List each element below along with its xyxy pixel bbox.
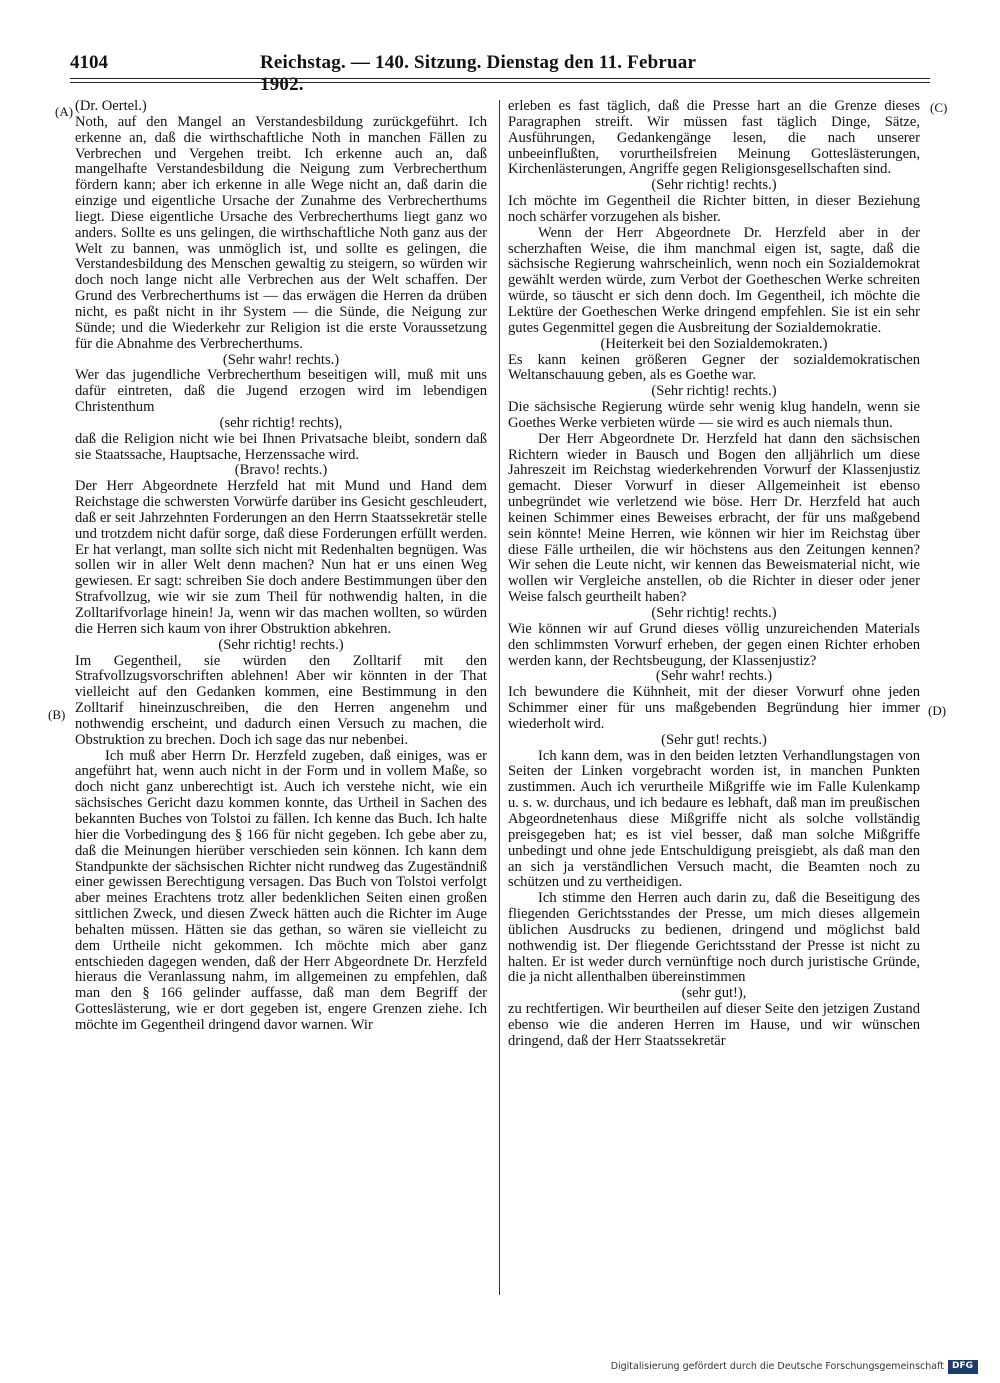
interjection: (Sehr richtig! rechts.) xyxy=(651,605,777,621)
running-title: Reichstag. — 140. Sitzung. Dienstag den 11. Februar 1902. xyxy=(260,52,696,95)
paragraph: daß die Religion nicht wie bei Ihnen Privatsache bleibt, sondern daß sie Staatssache, Hauptsache, Herzenssache wird. xyxy=(75,430,487,463)
header-rule-double xyxy=(70,82,930,83)
right-column xyxy=(508,99,920,1050)
dfg-logo-text: DFG xyxy=(952,1361,974,1371)
interjection: (Sehr wahr! rechts.) xyxy=(222,351,340,368)
column-divider xyxy=(499,100,500,1295)
paragraph: Wie können wir auf Grund dieses völlig unzureichenden Materials den schlimmsten Vorwurf erheben, der gegen einen Richter erhoben werden kann, der Rechtsbeugung, der Klassenjustiz? xyxy=(508,620,920,669)
paragraph: Im Gegentheil, sie würden den Zolltarif mit den Strafvollzugsvorschriften ablehnen! Aber wir könnten in der That vielleicht auf den Gedanken kommen, eine Bestimmung in den Zolltarif hineinzuschreiben, die den Herren angenehm und nothwendig erscheint, und dadurch einen Versuch zu machen, die Obstruktion zu brechen. Doch ich sage das nur nebenbei. xyxy=(75,652,487,748)
paragraph: Der Herr Abgeordnete Herzfeld hat mit Mund und Hand dem Reichstage die schwersten Vorwürfe darüber ins Gesicht geschleudert, daß er seit Jahrzehnten Forderungen an den Herrn Staatssekretär stelle und trotzdem nicht dafür sorge, daß diese Forderungen erfüllt werden. Er hat verlangt, man sollte sich nicht mit Redenhalten begnügen. Was sollen wir in aller Welt denn machen? Nun hat er uns einen Weg gewiesen. Er sagt: schreiben Sie doch andere Bestimmungen über den Strafvollzug, wie wir sie zum Theil für nothwendig halten, in die Zolltarifvorlage hinein! Ja, wenn wir das machen wollten, so würden die Herren sich kaum von ihrer Obstruktion abkehren. xyxy=(75,478,487,637)
paragraph: Wenn der Herr Abgeordnete Dr. Herzfeld aber in der scherzhaften Weise, die ihm manchmal eigen ist, sagte, daß die sächsische Regierung wahrscheinlich, wenn noch ein Sozialdemokrat gewählt werden würde, zum Verbot der Goetheschen Werke schreiten würde, so täuscht er sich denn doch. Im Gegentheil, ich möchte die Lektüre der Goetheschen Werke dringend empfehlen. Sie ist ein sehr gutes Gegenmittel gegen die Ausbreitung der Sozialdemokratie. xyxy=(508,224,920,336)
interjection: (sehr richtig! rechts), xyxy=(219,414,343,431)
paragraph: Ich muß aber Herrn Dr. Herzfeld zugeben, daß einiges, was er angeführt hat, wenn auch nicht in der Form und in vollem Maße, so doch nicht ganz unberechtigt ist. Auch ich verstehe nicht, wie ein sächsisches Gericht dazu kommen konnte, das Urtheil in Sachen des bekannten Buches von Tolstoi zu fällen. Ich kenne das Buch. Ich halte hier die Vorbedingung des § 166 für nicht gegeben. Ich gebe aber zu, daß die Meinungen hierüber verschieden sein können. Ich kann dem Standpunkte der sächsischen Richter nicht rundweg das Zugeständniß einer gewissen Berechtigung versagen. Das Buch von Tolstoi verfolgt aber meines Erachtens trotz aller bedenklichen Seiten einen großen sittlichen Zweck, und diesen Zweck hätten auch die Richter im Auge behalten müssen. Hätten sie das gethan, so wären sie vielleicht zu dem Urtheile nicht gekommen. Ich möchte mich aber ganz entschieden dagegen wenden, daß der Herr Abgeordnete Dr. Herzfeld hieraus die Veranlassung nahm, im allgemeinen zu empfehlen, daß man den § 166 gelinder auffasse, daß man dem Begriff der Gotteslästerung, wie er dort gegeben ist, engere Grenzen ziehe. Ich möchte im Gegentheil dringend davor warnen. Wir xyxy=(75,747,487,1033)
interjection: (Bravo! rechts.) xyxy=(234,462,328,479)
header-rule xyxy=(70,78,930,79)
interjection: (Sehr richtig! rechts.) xyxy=(651,177,777,194)
paragraph: Ich stimme den Herren auch darin zu, daß die Beseitigung des fliegenden Gerichtsstandes der Presse, um mich dieses allgemein üblichen Ausdrucks zu bedienen, dringend und möglichst bald nothwendig ist. Der fliegende Gerichtsstand der Presse ist nicht zu halten. Er ist weder durch vernünftige noch durch juristische Gründe, die ja nicht allenthalben übereinstimmen xyxy=(508,890,920,986)
paragraph: zu rechtfertigen. Wir beurtheilen auf dieser Seite den jetzigen Zustand ebenso wie die anderen Herren im Hause, und wir wünschen dringend, daß der Herr Staatssekretär xyxy=(508,1001,920,1049)
interjection: (Sehr gut! rechts.) xyxy=(661,731,767,748)
margin-marker-b: (B) xyxy=(48,707,66,722)
paragraph: erleben es fast täglich, daß die Presse hart an die Grenze dieses Paragraphen streift. Wir müssen fast täglich Dinge, Sätze, Ausführungen, Gedankengänge lesen, die nach unserer unbeeinflußten, vorurtheilsfreien Meinung Gotteslästerungen, Kirchenlästerungen, Angriffe gegen Religionsgesellschaften sind. xyxy=(508,98,920,178)
interjection: (sehr gut!), xyxy=(681,985,747,1002)
left-column xyxy=(75,99,487,1034)
footer xyxy=(608,1361,978,1375)
footer-credit: Digitalisierung gefördert durch die Deutsche Forschungsgemeinschaft xyxy=(610,1361,944,1372)
paragraph: Es kann keinen größeren Gegner der sozialdemokratischen Weltanschauung geben, als es Goethe war. xyxy=(508,351,920,384)
interjection: (Sehr richtig! rechts.) xyxy=(651,383,777,400)
interjection: (Sehr wahr! rechts.) xyxy=(655,668,773,685)
speaker-label: (Dr. Oertel.) xyxy=(75,98,147,114)
paragraph: Ich kann dem, was in den beiden letzten Verhandlungstagen von Seiten der Linken vorgebracht worden ist, in manchen Punkten zustimmen. Auch ich verurtheile Mißgriffe wie im Falle Kulenkamp u. s. w. durchaus, und ich bedaure es lebhaft, daß man im preußischen Abgeordnetenhaus diese Mißgriffe nicht als solche vollständig preisgegeben hat; es ist viel besser, daß man solche Mißgriffe unbedingt und ohne jede Entschuldigung preisgiebt, als daß man den an sich ja verständlichen Versuch macht, die Beamten noch zu schützen und zu vertheidigen. xyxy=(508,747,920,891)
paragraph: Der Herr Abgeordnete Dr. Herzfeld hat dann den sächsischen Richtern wieder in Bausch und Bogen den alljährlich um diese Jahreszeit im Reichstag wiederkehrenden Vorwurf der Klassenjustiz gemacht. Dieser Vorwurf in dieser Allgemeinheit ist ebenso unbegründet wie verletzend wie böse. Herr Dr. Herzfeld hat auch keinen Schimmer eines Beweises erbracht, der für uns maßgebend sein könnte! Meine Herren, wie können wir hier im Reichstag über diese Fälle urtheilen, die wir höchstens aus den Zeitungen kennen? Wir sehen die Leute nicht, wir kennen das Beweismaterial nicht, wie wollen wir Vergleiche anstellen, ob die Richter in dieser oder jener Weise falsch geurtheilt haben? xyxy=(508,430,920,606)
page-header xyxy=(70,52,730,95)
margin-marker-c: (C) xyxy=(930,100,948,115)
paragraph: Noth, auf den Mangel an Verstandesbildung zurückgeführt. Ich erkenne an, daß die wirthschaftliche Noth in manchen Fällen zu Verbrechen und Vergehen treibt. Ich erkenne auch an, daß mangelhafte Verstandesbildung die Neigung zum Verbrecherthum fördern kann; aber ich erkenne in alle Wege nicht an, daß darin die einzige und eigentliche Ursache der Zunahme des Verbrecherthums liegt. Diese eigentliche Ursache des Verbrecherthums liegt ganz wo anders. Sollte es uns gelingen, die wirthschaftliche Noth ganz aus der Welt zu bannen, was unmöglich ist, und sollte es gelingen, die Verstandesbildung des Menschen gewaltig zu steigern, so würden wir doch noch lange nicht alle Verbrechen aus der Welt schaffen. Der Grund des Verbrecherthums ist — das erwägen die Herren da drüben nicht, es paßt nicht in ihr System — die Sünde, die Neigung zur Sünde; und die Wiederkehr zur Religion ist die erste Voraussetzung für die Abnahme des Verbrecherthums. xyxy=(75,113,487,352)
margin-marker-a: (A) xyxy=(55,104,74,119)
interjection: (Sehr richtig! rechts.) xyxy=(218,636,344,653)
interjection: (Heiterkeit bei den Sozialdemokraten.) xyxy=(600,335,828,352)
paragraph: Wer das jugendliche Verbrecherthum beseitigen will, muß mit uns dafür eintreten, daß die Jugend erzogen wird im lebendigen Christenthum xyxy=(75,367,487,416)
paragraph: Ich bewundere die Kühnheit, mit der dieser Vorwurf ohne jeden Schimmer einer für uns maßgebenden Begründung hier immer wiederholt wird. xyxy=(508,684,920,732)
paragraph: Die sächsische Regierung würde sehr wenig klug handeln, wenn sie Goethes Werke verbieten würde — sie wird es auch niemals thun. xyxy=(508,399,920,431)
margin-marker-d: (D) xyxy=(928,703,947,718)
paragraph: Ich möchte im Gegentheil die Richter bitten, in dieser Beziehung noch schärfer vorzugehen als bisher. xyxy=(508,193,920,225)
page-number: 4104 xyxy=(70,52,108,73)
dfg-logo-icon xyxy=(948,1360,978,1374)
